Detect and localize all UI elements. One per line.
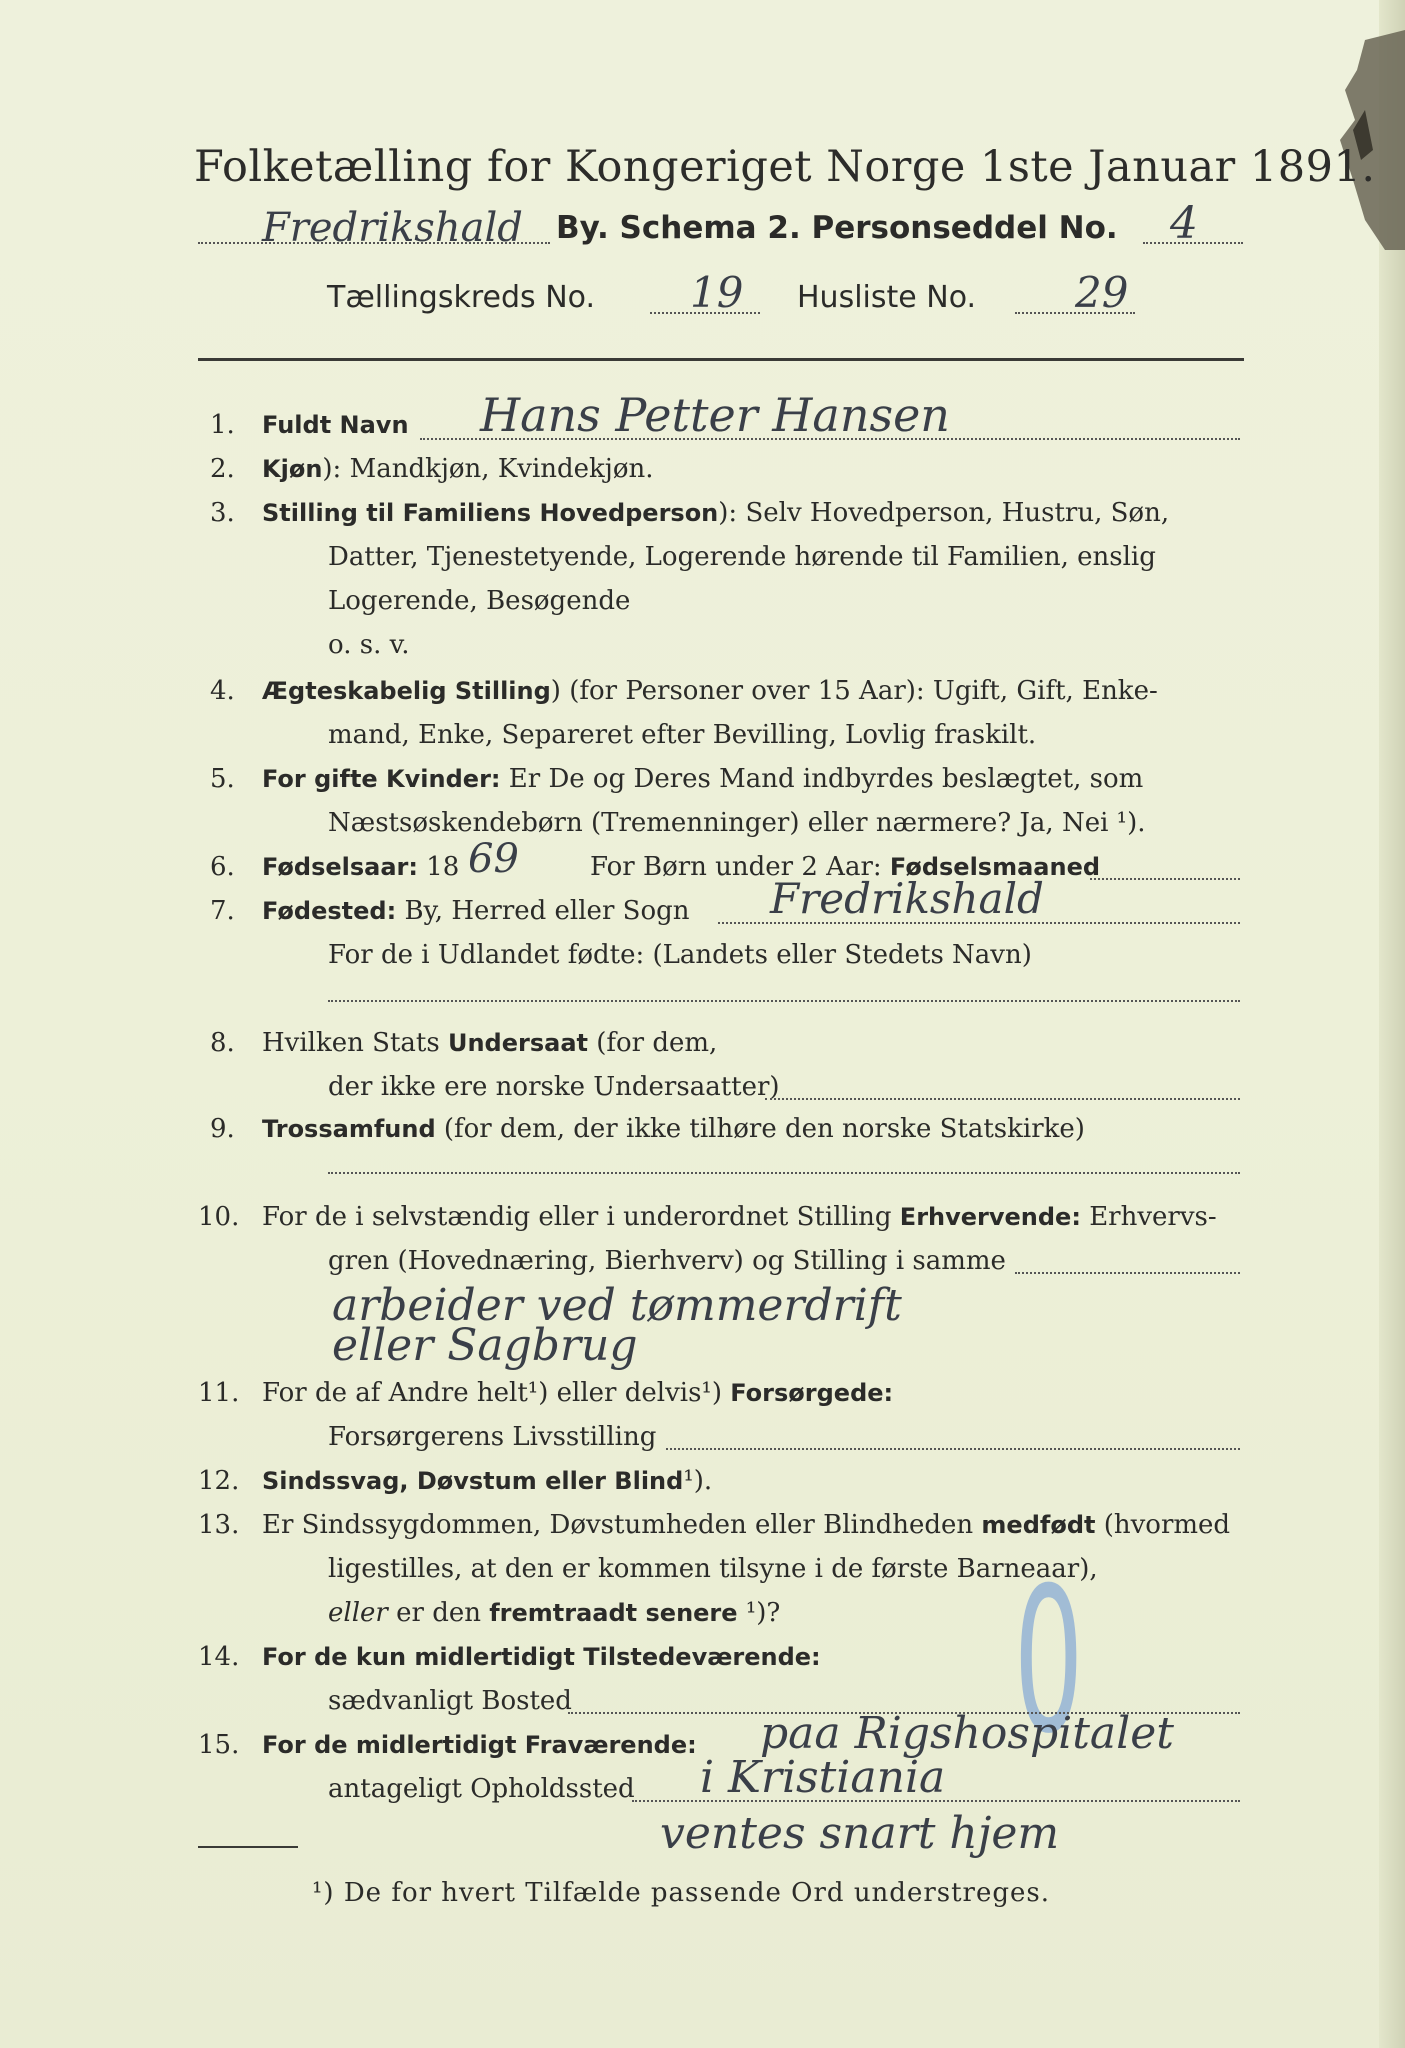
item-10-line1: For de i selvstændig eller i underordnet Stilling Erhvervende: Erhvervs- — [262, 1202, 1217, 1232]
item-8-number: 8. — [210, 1028, 235, 1058]
item-13-line2: ligestilles, at den er kommen tilsyne i de første Barneaar), — [328, 1554, 1098, 1584]
item-15-line2: antageligt Opholdssted — [328, 1774, 635, 1804]
item-5-number: 5. — [210, 764, 235, 794]
header-rule — [198, 358, 1244, 361]
item-13-line1: Er Sindssygdommen, Døvstumheden eller Blindheden medfødt (hvormed — [262, 1510, 1231, 1540]
item-2-text: Kjøn): Mandkjøn, Kvindekjøn. — [262, 454, 654, 484]
paper-edge — [1379, 0, 1405, 2048]
occupation-handwritten-2: eller Sagbrug — [332, 1320, 638, 1371]
item-14-line2: sædvanligt Bosted — [328, 1686, 572, 1716]
item-5-line2: Næstsøskendebørn (Tremenninger) eller nærmere? Ja, Nei ¹). — [328, 808, 1146, 838]
item-12-number: 12. — [198, 1466, 240, 1496]
occupation-handwritten-1: arbeider ved tømmerdrift — [332, 1280, 902, 1331]
item-11-number: 11. — [198, 1378, 240, 1408]
blue-pencil-mark: 0 — [1013, 1545, 1084, 1778]
item-15-line1: For de midlertidigt Fraværende: — [262, 1731, 697, 1759]
footnote-rule — [198, 1846, 298, 1848]
item-1-label: Fuldt Navn — [262, 411, 409, 439]
personseddel-number: 4 — [1170, 198, 1198, 249]
item-3-line2: Datter, Tjenestetyende, Logerende hørende til Familien, enslig — [328, 542, 1156, 572]
form-title: Folketælling for Kongeriget Norge 1ste Januar 1891. — [194, 142, 1376, 192]
husliste-number: 29 — [1075, 268, 1129, 317]
item-7-number: 7. — [210, 896, 235, 926]
item-12-line1: Sindssvag, Døvstum eller Blind¹). — [262, 1466, 713, 1496]
item-3-number: 3. — [210, 498, 235, 528]
item-13-number: 13. — [198, 1510, 240, 1540]
birth-year-handwritten: 69 — [468, 836, 519, 882]
item-4-line2: mand, Enke, Separeret efter Bevilling, Lovlig fraskilt. — [328, 720, 1037, 750]
item-5-line1: For gifte Kvinder: Er De og Deres Mand indbyrdes beslægtet, som — [262, 764, 1144, 794]
item-6-dotted — [1090, 878, 1240, 880]
item-10-line2: gren (Hovednæring, Bierhverv) og Stilling i samme — [328, 1246, 1006, 1276]
town-handwritten: Fredrikshald — [262, 205, 523, 251]
birthplace-handwritten: Fredrikshald — [770, 874, 1044, 923]
item-8-dotted — [765, 1098, 1240, 1100]
item-10-number: 10. — [198, 1202, 240, 1232]
torn-corner-stain — [1295, 30, 1405, 250]
item-6-rest: For Børn under 2 Aar: Fødselsmaaned — [590, 852, 1101, 882]
footnote: ¹) De for hvert Tilfælde passende Ord understreges. — [312, 1878, 1051, 1908]
item-3-line1: Stilling til Familiens Hovedperson): Selv Hovedperson, Hustru, Søn, — [262, 498, 1170, 528]
item-3-line3: Logerende, Besøgende — [328, 586, 631, 616]
item-9-line1: Trossamfund (for dem, der ikke tilhøre den norske Statskirke) — [262, 1114, 1085, 1144]
item-7-line1: Fødested: By, Herred eller Sogn — [262, 896, 690, 926]
item-4-number: 4. — [210, 676, 235, 706]
item-6-number: 6. — [210, 852, 235, 882]
item-6-label: Fødselsaar: 18 — [262, 852, 460, 882]
item-7-dotted-2 — [328, 1000, 1240, 1002]
item-11-dotted — [666, 1448, 1240, 1450]
item-11-line1: For de af Andre helt¹) eller delvis¹) Forsørgede: — [262, 1378, 894, 1408]
item-10-dotted — [1015, 1272, 1240, 1274]
item-14-number: 14. — [198, 1642, 240, 1672]
item-9-dotted — [328, 1172, 1240, 1174]
kreds-label: Tællingskreds No. — [327, 280, 595, 315]
absence-handwritten-3: ventes snart hjem — [660, 1808, 1060, 1859]
item-15-number: 15. — [198, 1730, 240, 1760]
item-13-line3: eller er den fremtraadt senere ¹)? — [328, 1598, 781, 1628]
item-3-line4: o. s. v. — [328, 630, 410, 660]
item-14-line1: For de kun midlertidigt Tilstedeværende: — [262, 1643, 821, 1671]
item-8-line1: Hvilken Stats Undersaat (for dem, — [262, 1028, 718, 1058]
husliste-label: Husliste No. — [797, 280, 977, 315]
schema-line: By. Schema 2. Personseddel No. — [556, 210, 1118, 246]
kreds-number: 19 — [690, 268, 744, 317]
absence-handwritten-2: i Kristiania — [700, 1752, 946, 1803]
item-4-line1: Ægteskabelig Stilling) (for Personer over 15 Aar): Ugift, Gift, Enke- — [262, 676, 1158, 706]
absence-handwritten-1: paa Rigshospitalet — [760, 1708, 1174, 1759]
item-2-number: 2. — [210, 454, 235, 484]
full-name-handwritten: Hans Petter Hansen — [480, 388, 950, 442]
item-11-line2: Forsørgerens Livsstilling — [328, 1422, 657, 1452]
item-1-number: 1. — [210, 410, 235, 440]
item-7-line2: For de i Udlandet fødte: (Landets eller Stedets Navn) — [328, 940, 1032, 970]
item-8-line2: der ikke ere norske Undersaatter) — [328, 1072, 780, 1102]
item-9-number: 9. — [210, 1114, 235, 1144]
